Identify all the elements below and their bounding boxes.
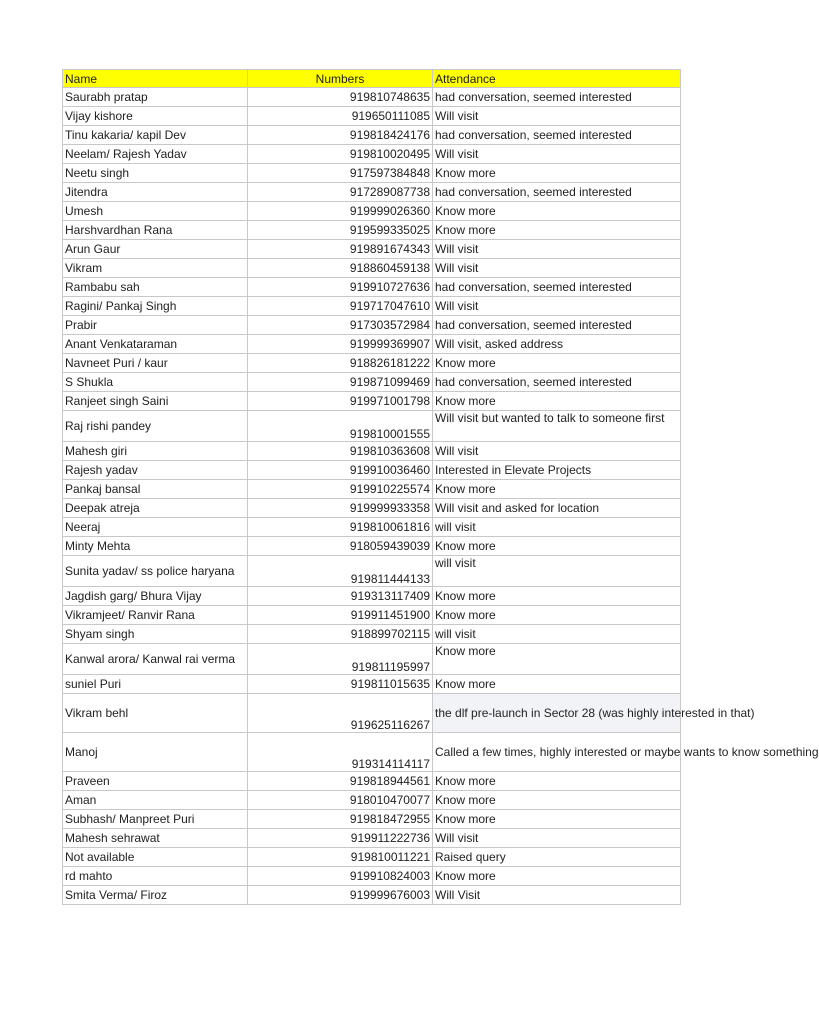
table-body bbox=[63, 70, 819, 905]
cell-number[interactable]: 919999369907 bbox=[248, 335, 433, 354]
cell-name[interactable]: Prabir bbox=[63, 316, 248, 335]
cell-name[interactable]: Umesh bbox=[63, 202, 248, 221]
table-row bbox=[63, 886, 681, 905]
cell-number[interactable]: 919910036460 bbox=[248, 461, 433, 480]
table-row bbox=[63, 810, 681, 829]
cell-number[interactable]: 917289087738 bbox=[248, 183, 433, 202]
table-row bbox=[63, 587, 681, 606]
cell-attendance[interactable]: Know more bbox=[433, 537, 681, 556]
cell-number[interactable]: 919910824003 bbox=[248, 867, 433, 886]
cell-attendance[interactable]: Know more bbox=[433, 772, 681, 791]
header-row bbox=[63, 70, 681, 88]
cell-name[interactable]: Arun Gaur bbox=[63, 240, 248, 259]
cell-name[interactable]: rd mahto bbox=[63, 867, 248, 886]
table-row bbox=[63, 88, 681, 107]
cell-attendance[interactable]: Know more bbox=[433, 354, 681, 373]
cell-number[interactable]: 919891674343 bbox=[248, 240, 433, 259]
cell-attendance[interactable]: Know more bbox=[433, 867, 681, 886]
cell-attendance[interactable]: Will visit bbox=[433, 259, 681, 278]
cell-name[interactable]: Harshvardhan Rana bbox=[63, 221, 248, 240]
cell-attendance[interactable]: Will visit and asked for location bbox=[433, 499, 681, 518]
cell-number[interactable]: 919811444133 bbox=[248, 556, 433, 587]
table-row bbox=[63, 518, 681, 537]
cell-name[interactable]: Deepak atreja bbox=[63, 499, 248, 518]
cell-number[interactable]: 919810001555 bbox=[248, 411, 433, 442]
cell-number[interactable]: 919911451900 bbox=[248, 606, 433, 625]
cell-number[interactable]: 919818944561 bbox=[248, 772, 433, 791]
cell-number[interactable]: 919999676003 bbox=[248, 886, 433, 905]
table-row bbox=[63, 107, 681, 126]
cell-name[interactable]: Not available bbox=[63, 848, 248, 867]
cell-attendance[interactable]: Know more bbox=[433, 202, 681, 221]
cell-name[interactable]: Saurabh pratap bbox=[63, 88, 248, 107]
cell-number[interactable]: 919910225574 bbox=[248, 480, 433, 499]
cell-attendance[interactable]: will visit bbox=[433, 625, 681, 644]
cell-attendance[interactable]: had conversation, seemed interested bbox=[433, 373, 681, 392]
table-row bbox=[63, 625, 681, 644]
table-row bbox=[63, 867, 681, 886]
table-row bbox=[63, 240, 681, 259]
table-row bbox=[63, 126, 681, 145]
cell-attendance[interactable]: Know more bbox=[433, 587, 681, 606]
cell-number[interactable]: 919314114117 bbox=[248, 733, 433, 772]
cell-number[interactable]: 919810363608 bbox=[248, 442, 433, 461]
cell-name[interactable]: Mahesh sehrawat bbox=[63, 829, 248, 848]
cell-name[interactable]: Tinu kakaria/ kapil Dev bbox=[63, 126, 248, 145]
table-row bbox=[63, 297, 681, 316]
cell-name[interactable]: Shyam singh bbox=[63, 625, 248, 644]
cell-number[interactable]: 919313117409 bbox=[248, 587, 433, 606]
cell-attendance[interactable]: Will visit, asked address bbox=[433, 335, 681, 354]
cell-attendance[interactable]: Will visit bbox=[433, 107, 681, 126]
cell-attendance[interactable]: Will Visit bbox=[433, 886, 681, 905]
table-row bbox=[63, 499, 681, 518]
cell-number[interactable]: 918059439039 bbox=[248, 537, 433, 556]
table-row bbox=[63, 392, 681, 411]
table-row bbox=[63, 461, 681, 480]
cell-number[interactable]: 917597384848 bbox=[248, 164, 433, 183]
cell-number[interactable]: 919818472955 bbox=[248, 810, 433, 829]
cell-name[interactable]: Praveen bbox=[63, 772, 248, 791]
table-row bbox=[63, 791, 681, 810]
cell-name[interactable]: Vikram behl bbox=[63, 694, 248, 733]
table-row bbox=[63, 480, 681, 499]
cell-attendance[interactable]: will visit bbox=[433, 518, 681, 537]
table-row bbox=[63, 354, 681, 373]
spreadsheet-table bbox=[62, 69, 819, 905]
cell-attendance[interactable]: Interested in Elevate Projects bbox=[433, 461, 681, 480]
table-row bbox=[63, 556, 681, 587]
cell-name[interactable]: Subhash/ Manpreet Puri bbox=[63, 810, 248, 829]
table-row bbox=[63, 411, 681, 442]
table-row bbox=[63, 164, 681, 183]
cell-attendance[interactable]: Called a few times, highly interested or maybe wants to know something bbox=[433, 733, 681, 772]
cell-attendance[interactable]: Will visit bbox=[433, 240, 681, 259]
cell-name[interactable]: Vijay kishore bbox=[63, 107, 248, 126]
cell-attendance[interactable]: Know more bbox=[433, 675, 681, 694]
cell-attendance[interactable]: had conversation, seemed interested bbox=[433, 316, 681, 335]
cell-number[interactable]: 919625116267 bbox=[248, 694, 433, 733]
cell-number[interactable]: 919810020495 bbox=[248, 145, 433, 164]
table-row bbox=[63, 442, 681, 461]
cell-name[interactable]: Kanwal arora/ Kanwal rai verma bbox=[63, 644, 248, 675]
cell-attendance[interactable]: Will visit bbox=[433, 145, 681, 164]
cell-number[interactable]: 917303572984 bbox=[248, 316, 433, 335]
cell-number[interactable]: 919810748635 bbox=[248, 88, 433, 107]
cell-attendance[interactable]: Know more bbox=[433, 480, 681, 499]
cell-attendance[interactable]: Know more bbox=[433, 164, 681, 183]
cell-name[interactable]: Jitendra bbox=[63, 183, 248, 202]
cell-name[interactable]: Rajesh yadav bbox=[63, 461, 248, 480]
cell-name[interactable]: Anant Venkataraman bbox=[63, 335, 248, 354]
cell-name[interactable]: suniel Puri bbox=[63, 675, 248, 694]
cell-attendance[interactable]: had conversation, seemed interested bbox=[433, 88, 681, 107]
cell-number[interactable]: 918860459138 bbox=[248, 259, 433, 278]
table-row bbox=[63, 606, 681, 625]
cell-attendance[interactable]: will visit bbox=[433, 556, 681, 587]
table-row bbox=[63, 145, 681, 164]
cell-attendance[interactable]: had conversation, seemed interested bbox=[433, 278, 681, 297]
cell-name[interactable]: Ragini/ Pankaj Singh bbox=[63, 297, 248, 316]
cell-attendance[interactable]: Know more bbox=[433, 791, 681, 810]
table-row bbox=[63, 278, 681, 297]
cell-attendance[interactable]: Know more bbox=[433, 644, 681, 675]
cell-name[interactable]: Vikramjeet/ Ranvir Rana bbox=[63, 606, 248, 625]
cell-number[interactable]: 919910727636 bbox=[248, 278, 433, 297]
table-row bbox=[63, 537, 681, 556]
cell-name[interactable]: Aman bbox=[63, 791, 248, 810]
cell-name[interactable]: Mahesh giri bbox=[63, 442, 248, 461]
cell-number[interactable]: 919818424176 bbox=[248, 126, 433, 145]
cell-name[interactable]: Minty Mehta bbox=[63, 537, 248, 556]
cell-number[interactable]: 919717047610 bbox=[248, 297, 433, 316]
cell-name[interactable]: Ranjeet singh Saini bbox=[63, 392, 248, 411]
header-attendance[interactable]: Attendance bbox=[433, 70, 681, 88]
cell-attendance[interactable]: Will visit but wanted to talk to someone first bbox=[433, 411, 681, 442]
cell-attendance[interactable]: Will visit bbox=[433, 297, 681, 316]
cell-number[interactable]: 919999933358 bbox=[248, 499, 433, 518]
cell-number[interactable]: 919811195997 bbox=[248, 644, 433, 675]
cell-attendance[interactable]: had conversation, seemed interested bbox=[433, 183, 681, 202]
table-row bbox=[63, 829, 681, 848]
table-row bbox=[63, 772, 681, 791]
cell-name[interactable]: Neeraj bbox=[63, 518, 248, 537]
cell-name[interactable]: Sunita yadav/ ss police haryana bbox=[63, 556, 248, 587]
cell-number[interactable]: 919971001798 bbox=[248, 392, 433, 411]
table-row bbox=[63, 848, 681, 867]
header-numbers[interactable]: Numbers bbox=[248, 70, 433, 88]
cell-attendance[interactable]: Will visit bbox=[433, 442, 681, 461]
cell-attendance[interactable]: had conversation, seemed interested bbox=[433, 126, 681, 145]
table-row bbox=[63, 335, 681, 354]
cell-name[interactable]: Pankaj bansal bbox=[63, 480, 248, 499]
cell-name[interactable]: Neelam/ Rajesh Yadav bbox=[63, 145, 248, 164]
cell-name[interactable]: Vikram bbox=[63, 259, 248, 278]
cell-attendance[interactable]: Know more bbox=[433, 606, 681, 625]
cell-name[interactable]: Navneet Puri / kaur bbox=[63, 354, 248, 373]
cell-attendance[interactable]: Know more bbox=[433, 392, 681, 411]
cell-name[interactable]: Manoj bbox=[63, 733, 248, 772]
cell-name[interactable]: Rambabu sah bbox=[63, 278, 248, 297]
cell-attendance[interactable]: the dlf pre-launch in Sector 28 (was highly interested in that) bbox=[433, 694, 681, 733]
cell-number[interactable]: 919811015635 bbox=[248, 675, 433, 694]
table-row bbox=[63, 221, 681, 240]
cell-name[interactable]: S Shukla bbox=[63, 373, 248, 392]
cell-attendance[interactable]: Will visit bbox=[433, 829, 681, 848]
table-row bbox=[63, 694, 681, 733]
table-row bbox=[63, 373, 681, 392]
header-name[interactable]: Name bbox=[63, 70, 248, 88]
cell-name[interactable]: Smita Verma/ Firoz bbox=[63, 886, 248, 905]
cell-number[interactable]: 919599335025 bbox=[248, 221, 433, 240]
table-row bbox=[63, 316, 681, 335]
table-row bbox=[63, 644, 681, 675]
cell-number[interactable]: 919999026360 bbox=[248, 202, 433, 221]
cell-number[interactable]: 918010470077 bbox=[248, 791, 433, 810]
cell-number[interactable]: 919810061816 bbox=[248, 518, 433, 537]
cell-attendance[interactable]: Know more bbox=[433, 810, 681, 829]
table-row bbox=[63, 675, 681, 694]
cell-number[interactable]: 919810011221 bbox=[248, 848, 433, 867]
table-row bbox=[63, 183, 681, 202]
cell-number[interactable]: 918826181222 bbox=[248, 354, 433, 373]
cell-number[interactable]: 919871099469 bbox=[248, 373, 433, 392]
table-row bbox=[63, 259, 681, 278]
cell-name[interactable]: Raj rishi pandey bbox=[63, 411, 248, 442]
cell-attendance[interactable]: Raised query bbox=[433, 848, 681, 867]
cell-number[interactable]: 919911222736 bbox=[248, 829, 433, 848]
cell-number[interactable]: 918899702115 bbox=[248, 625, 433, 644]
cell-name[interactable]: Jagdish garg/ Bhura Vijay bbox=[63, 587, 248, 606]
cell-number[interactable]: 919650111085 bbox=[248, 107, 433, 126]
table-row bbox=[63, 202, 681, 221]
table-row bbox=[63, 733, 681, 772]
cell-name[interactable]: Neetu singh bbox=[63, 164, 248, 183]
cell-attendance[interactable]: Know more bbox=[433, 221, 681, 240]
